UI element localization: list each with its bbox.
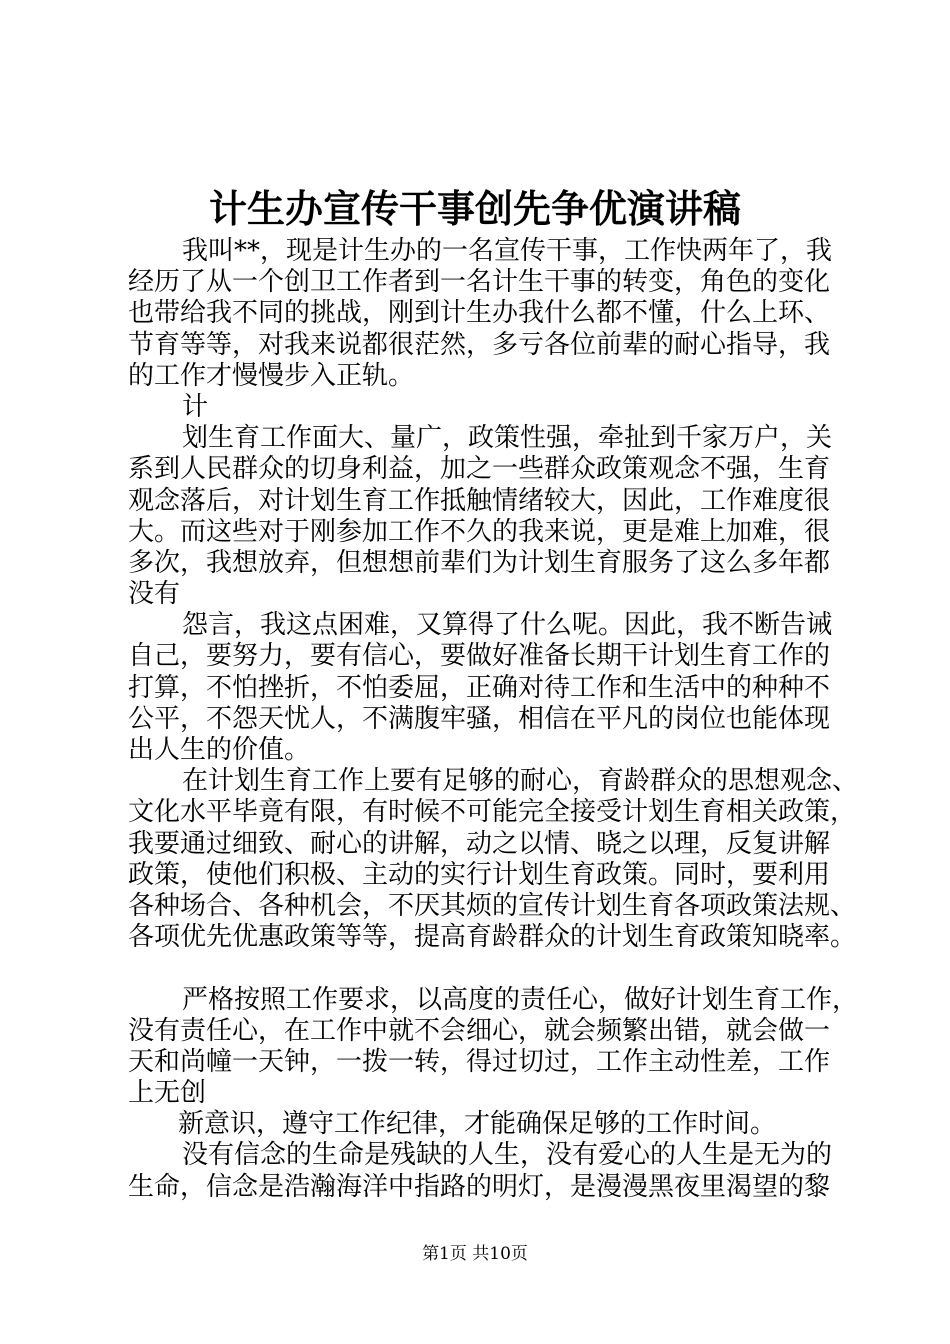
text-line: 划生育工作面大、量广，政策性强，牵扯到千家万户，关 [182,423,833,454]
text-line: 系到人民群众的切身利益，加之一些群众政策观念不强，生育 [128,454,831,485]
text-line: 自己，要努力，要有信心，要做好准备长期干计划生育工作的 [128,641,831,672]
text-line: 没有责任心，在工作中就不会细心，就会频繁出错，就会做一 [128,1015,831,1046]
text-line: 节育等等，对我来说都很茫然，多亏各位前辈的耐心指导，我 [128,329,831,360]
text-line: 没有 [128,579,181,610]
blank-line [128,953,858,984]
text-line: 怨言，我这点困难，又算得了什么呢。因此，我不断告诫 [182,610,833,641]
text-line: 严格按照工作要求，以高度的责任心，做好计划生育工作， [182,984,858,1015]
text-line: 没有信念的生命是残缺的人生，没有爱心的人生是无为的 [182,1140,833,1171]
text-line: 打算，不怕挫折，不怕委屈，正确对待工作和生活中的种种不 [128,672,831,703]
text-line: 各种场合、各种机会，不厌其烦的宣传计划生育各项政策法规、 [128,890,857,921]
text-line: 我叫**，现是计生办的一名宣传干事，工作快两年了，我 [182,236,833,266]
text-line: 出人生的价值。 [128,735,311,765]
text-line: 各项优先优惠政策等等，提高育龄群众的计划生育政策知晓率。 [128,922,857,953]
document-title: 计生办宣传干事创先争优演讲稿 [208,186,741,231]
text-line: 大。而这些对于刚参加工作不久的我来说，更是难上加难，很 [128,516,831,547]
text-line: 上无创 [128,1078,207,1109]
text-line: 也带给我不同的挑战，刚到计生办我什么都不懂，什么上环、 [128,298,831,329]
text-line: 的工作才慢慢步入正轨。 [128,360,415,391]
text-line: 天和尚幢一天钟，一拨一转，得过切过，工作主动性差，工作 [128,1046,831,1077]
text-line: 计 [182,391,209,422]
text-line: 生命，信念是浩瀚海洋中指路的明灯，是漫漫黑夜里渴望的黎 [128,1171,831,1202]
text-line: 政策，使他们积极、主动的实行计划生育政策。同时，要利用 [128,859,831,890]
text-line: 多次，我想放弃，但想想前辈们为计划生育服务了这么多年都 [128,547,831,578]
text-line: 经历了从一个创卫工作者到一名计生干事的转变，角色的变化 [128,267,831,298]
text-line: 文化水平毕竟有限，有时候不可能完全接受计划生育相关政策， [128,797,857,828]
page-footer: 第1页 共10页 [422,1244,528,1264]
text-line: 我要通过细致、耐心的讲解，动之以情、晓之以理，反复讲解 [128,828,831,859]
text-line: 公平，不怨天忧人，不满腹牢骚，相信在平凡的岗位也能体现 [128,703,831,734]
text-line: 在计划生育工作上要有足够的耐心，育龄群众的思想观念、 [182,766,858,797]
text-line: 新意识，遵守工作纪律，才能确保足够的工作时间。 [178,1109,777,1140]
document-body [128,236,858,1203]
text-line: 观念落后，对计划生育工作抵触情绪较大，因此，工作难度很 [128,485,831,516]
